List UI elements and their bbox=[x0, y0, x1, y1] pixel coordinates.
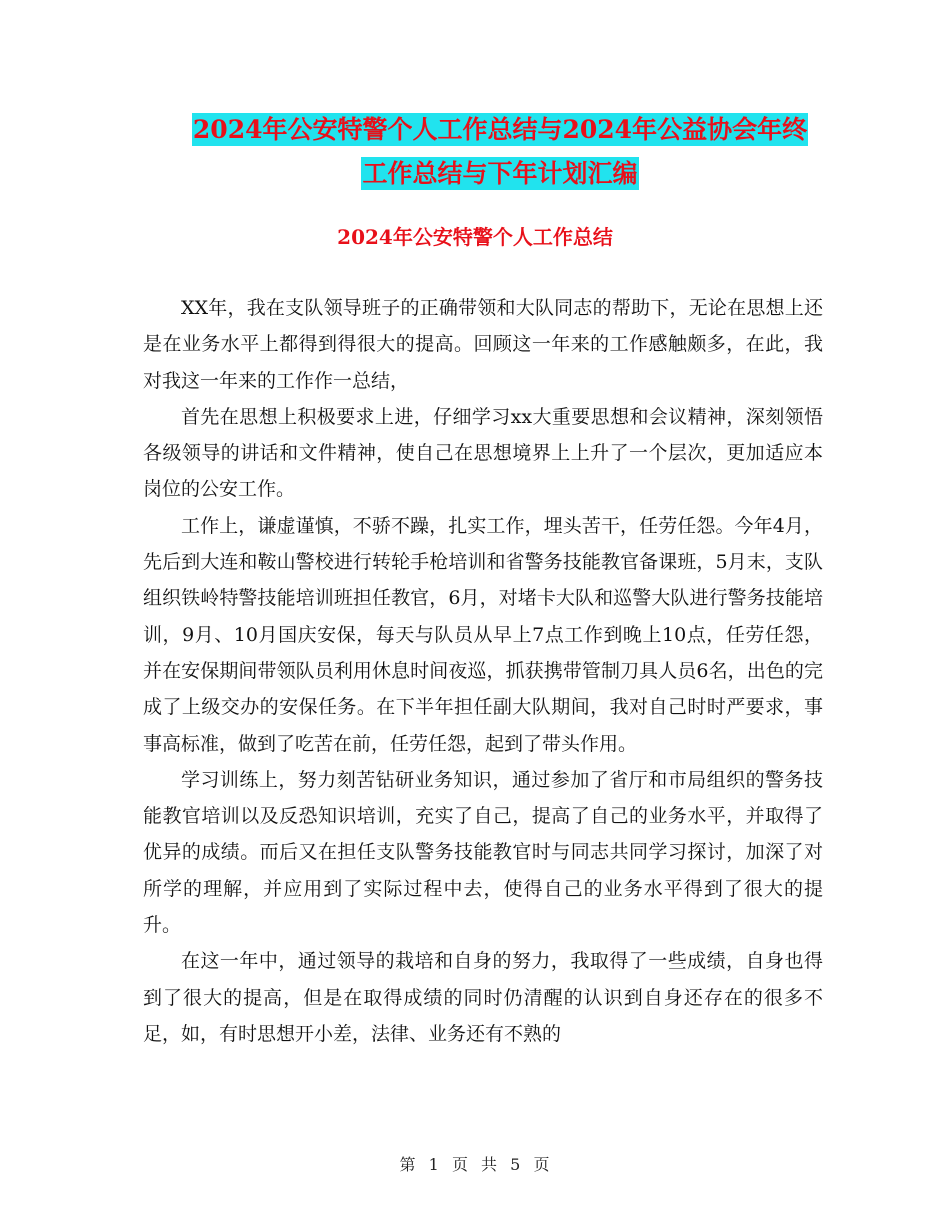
document-title-line-1 bbox=[140, 108, 860, 152]
paragraph-3: 工作上，谦虚谨慎，不骄不躁，扎实工作，埋头苦干，任劳任怨。今年4月，先后到大连和鞍山警校进行转轮手枪培训和省警务技能教官备课班，5月末，支队组织铁岭特警技能培训班担任教官，6月，对堵卡大队和巡警大队进行警务技能培训，9月、10月国庆安保，每天与队员从早上7点工作到晚上10点，任劳任怨，并在安保期间带领队员利用休息时间夜巡，抓获携带管制刀具人员6名，出色的完成了上级交办的安保任务。在下半年担任副大队期间，我对自己时时严要求，事事高标准，做到了吃苦在前，任劳任怨，起到了带头作用。 bbox=[143, 514, 823, 755]
paragraph-1: XX年，我在支队领导班子的正确带领和大队同志的帮助下，无论在思想上还是在业务水平上都得到得很大的提高。回顾这一年来的工作感触颇多，在此，我对我这一年来的工作作一总结， bbox=[143, 297, 823, 392]
document-body bbox=[143, 290, 823, 1052]
footer-suffix: 页 bbox=[533, 1155, 551, 1174]
footer-prefix: 第 bbox=[399, 1155, 417, 1174]
footer-mid: 页 bbox=[451, 1155, 469, 1174]
footer-total-pages: 5 bbox=[510, 1155, 522, 1174]
page-footer bbox=[0, 1152, 950, 1175]
title-highlight-1: 2024年公安特警个人工作总结与2024年公益协会年终 bbox=[192, 115, 808, 144]
title-highlight-2: 工作总结与下年计划汇编 bbox=[362, 159, 638, 188]
footer-total-label: 共 bbox=[481, 1155, 499, 1174]
paragraph-4: 学习训练上，努力刻苦钻研业务知识，通过参加了省厅和市局组织的警务技能教官培训以及反恐知识培训，充实了自己，提高了自己的业务水平，并取得了优异的成绩。而后又在担任支队警务技能教官时与同志共同学习探讨，加深了对所学的理解，并应用到了实际过程中去，使得自己的业务水平得到了很大的提升。 bbox=[143, 768, 823, 937]
paragraph-5: 在这一年中，通过领导的栽培和自身的努力，我取得了一些成绩，自身也得到了很大的提高，但是在取得成绩的同时仍清醒的认识到自身还存在的很多不足，如，有时思想开小差，法律、业务还有不熟的 bbox=[143, 950, 823, 1045]
paragraph-2: 首先在思想上积极要求上进，仔细学习xx大重要思想和会议精神，深刻领悟各级领导的讲话和文件精神，使自己在思想境界上上升了一个层次，更加适应本岗位的公安工作。 bbox=[143, 405, 823, 501]
section-title: 2024年公安特警个人工作总结 bbox=[337, 225, 613, 249]
document-title-line-2 bbox=[140, 152, 860, 196]
footer-current-page: 1 bbox=[428, 1155, 440, 1174]
